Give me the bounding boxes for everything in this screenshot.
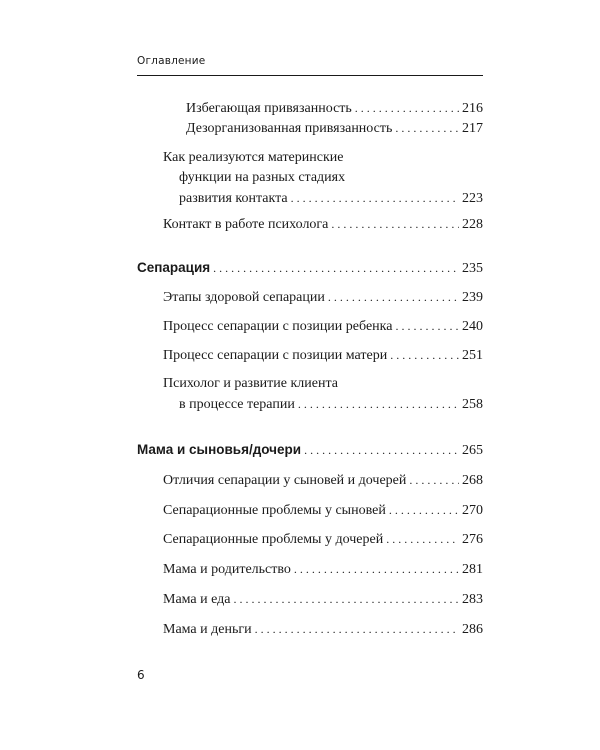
toc-entry-title: Сепарационные проблемы у дочерей <box>163 532 384 547</box>
toc-entry-title: Психолог и развитие клиента <box>163 376 338 391</box>
toc-page-number: 286 <box>462 622 483 637</box>
toc-entry <box>163 619 483 640</box>
toc-leader <box>390 345 459 365</box>
toc-leader <box>389 500 459 520</box>
toc-entry <box>163 345 483 366</box>
toc-page-number: 216 <box>462 101 483 116</box>
toc-entry-title: Как реализуются материнские <box>163 150 344 165</box>
toc-entry-title: Мама и еда <box>163 592 231 607</box>
toc-leader <box>355 98 459 118</box>
toc-entry-title: Сепарация <box>137 260 211 275</box>
toc-entry <box>163 500 483 521</box>
toc-leader <box>234 589 460 609</box>
toc-entry <box>163 148 483 209</box>
toc-leader <box>331 214 459 234</box>
toc-page-number: 251 <box>462 348 483 363</box>
toc-entry <box>186 98 483 119</box>
toc-page-number: 223 <box>462 191 483 206</box>
toc-entry <box>163 559 483 580</box>
toc-leader <box>395 118 459 138</box>
toc-entry-title: Мама и сыновья/дочери <box>137 442 302 457</box>
toc-leader <box>304 440 459 460</box>
toc-entry-title: Дезорганизованная привязанность <box>186 121 393 136</box>
toc-entry <box>163 287 483 308</box>
toc-entry-title: Этапы здоровой сепарации <box>163 290 325 305</box>
toc-page-number: 235 <box>462 261 483 276</box>
toc-page-number: 265 <box>462 443 483 458</box>
toc-page-number: 270 <box>462 503 483 518</box>
toc-page-number: 283 <box>462 592 483 607</box>
toc-entry-title: Процесс сепарации с позиции матери <box>163 348 388 363</box>
toc-page-number: 239 <box>462 290 483 305</box>
toc-leader <box>409 470 459 490</box>
toc-entry <box>186 118 483 139</box>
toc-entry <box>163 374 483 415</box>
page-number: 6 <box>137 668 145 682</box>
toc-page-number: 228 <box>462 217 483 232</box>
toc-entry <box>163 470 483 491</box>
header-rule <box>137 75 483 76</box>
toc-entry-title: Отличия сепарации у сыновей и дочерей <box>163 473 407 488</box>
toc-leader <box>255 619 459 639</box>
toc-entry-title: Контакт в работе психолога <box>163 217 329 232</box>
toc-entry-title: функции на разных стадиях <box>179 170 346 185</box>
toc-entry <box>163 316 483 337</box>
toc-section-heading <box>137 440 483 461</box>
toc-page-number: 276 <box>462 532 483 547</box>
toc-page-number: 217 <box>462 121 483 136</box>
toc-entry-title: Мама и родительство <box>163 562 291 577</box>
toc-entry <box>163 214 483 235</box>
toc-leader <box>328 287 459 307</box>
toc-entry-title: Избегающая привязанность <box>186 101 352 116</box>
toc-entry-title: Процесс сепарации с позиции ребенка <box>163 319 393 334</box>
toc-page-number: 240 <box>462 319 483 334</box>
toc-leader <box>298 394 459 414</box>
toc-page-number: 258 <box>462 397 483 412</box>
toc-leader <box>395 316 459 336</box>
toc-leader <box>213 258 459 278</box>
toc-section-heading <box>137 258 483 279</box>
toc-entry-title: Сепарационные проблемы у сыновей <box>163 503 386 518</box>
toc-entry <box>163 589 483 610</box>
running-head: Оглавление <box>137 55 206 67</box>
toc-leader <box>386 529 459 549</box>
toc-entry-title: Мама и деньги <box>163 622 252 637</box>
toc-entry <box>163 529 483 550</box>
toc-page-number: 268 <box>462 473 483 488</box>
toc-entry-title: в процессе терапии <box>179 397 295 412</box>
toc-leader <box>294 559 459 579</box>
toc-page-number: 281 <box>462 562 483 577</box>
toc-leader <box>291 188 459 208</box>
toc-entry-title: развития контакта <box>179 191 288 206</box>
